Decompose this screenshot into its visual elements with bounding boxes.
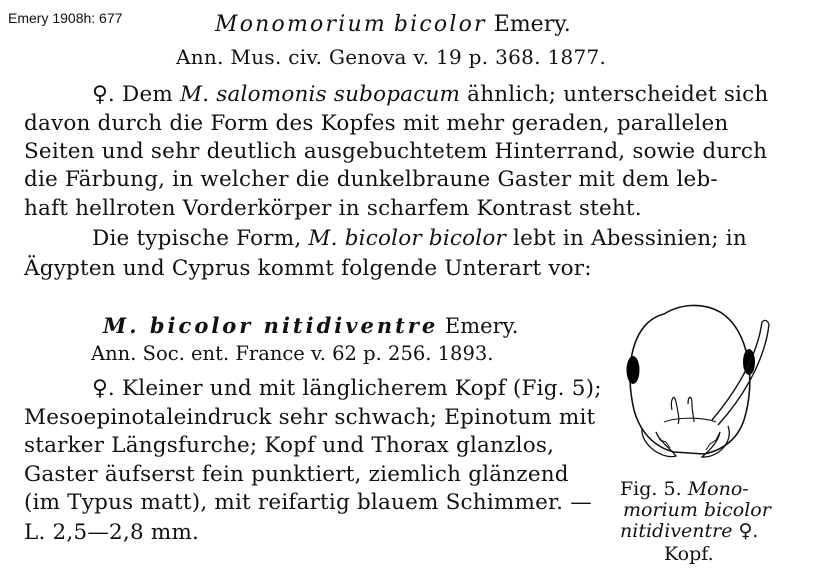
figure-caption-sex: ♀.	[738, 520, 759, 542]
head-outline	[630, 305, 750, 454]
para2-line2: Ägypten und Cyprus kommt folgende Unterart vor:	[24, 256, 592, 281]
para3-line4: Gaster äufserst fein punktiert, ziemlich glänzend	[24, 462, 569, 487]
figure-caption-line1	[620, 479, 749, 500]
para1-line2: davon durch die Form des Kopfes mit mehr geraden, parallelen	[24, 111, 729, 136]
para1-line5: haft hellroten Vorderkörper in scharfem Kontrast steht.	[24, 196, 642, 221]
figure-caption-line4: Kopf.	[664, 543, 714, 565]
para1-line1	[92, 82, 768, 107]
genus-name: Monomorium	[215, 12, 387, 37]
mandible-right	[702, 426, 729, 457]
ant-head-figure	[612, 292, 782, 467]
para2-line1-b: lebt in Abessinien; in	[513, 226, 747, 251]
para2-line1	[92, 226, 747, 251]
subspecies-reference: Ann. Soc. ent. France v. 62 p. 256. 1893.	[91, 342, 494, 365]
para1-line1-italic: M. salomonis subopacum	[180, 82, 461, 107]
figure-caption-name: morium bicolor	[623, 499, 771, 521]
figure-caption-subspecies: nitidiventre	[620, 520, 733, 542]
species-title	[215, 12, 571, 37]
para1-line4: die Färbung, in welcher die dunkelbraune Gaster mit dem leb-	[24, 167, 718, 192]
para2-line1-a: Die typische Form,	[92, 226, 302, 251]
citation-label: Emery 1908h: 677	[8, 10, 123, 26]
figure-caption-line3	[620, 521, 758, 542]
left-eye	[627, 356, 640, 384]
figure-caption-label: Fig. 5.	[620, 478, 682, 500]
antenna-tip	[762, 320, 769, 324]
species-name: bicolor	[393, 12, 487, 37]
subspecies-title	[103, 313, 518, 338]
para3-line1: ♀. Kleiner und mit länglicherem Kopf (Fig. 5);	[92, 376, 602, 401]
para2-line1-italic: M. bicolor bicolor	[308, 226, 506, 251]
para3-line2: Mesoepinotaleindruck sehr schwach; Epinotum mit	[24, 405, 596, 430]
figure-caption-line2	[623, 500, 771, 521]
para3-line6: L. 2,5—2,8 mm.	[24, 520, 200, 545]
clypeus-line	[664, 418, 716, 422]
sex-symbol: ♀.	[92, 82, 115, 107]
species-reference: Ann. Mus. civ. Genova v. 19 p. 368. 1877.	[176, 45, 607, 69]
subspecies-author: Emery.	[444, 314, 519, 338]
para3-line5: (im Typus matt), mit reifartig blauem Schimmer. —	[24, 490, 592, 515]
mandible-teeth-right	[706, 432, 720, 450]
para1-line1-b: ähnlich; unterscheidet sich	[467, 82, 769, 107]
para1-line3: Seiten und sehr deutlich ausgebuchtetem Hinterrand, sowie durch	[24, 139, 768, 164]
para1-line1-a: Dem	[122, 82, 173, 107]
subspecies-name: M. bicolor nitidiventre	[103, 313, 439, 338]
figure-caption-genus-start: Mono-	[687, 478, 749, 500]
para3-line3: starker Längsfurche; Kopf und Thorax glanzlos,	[24, 433, 555, 458]
author-name: Emery.	[493, 12, 571, 37]
mandible-left	[642, 428, 676, 457]
